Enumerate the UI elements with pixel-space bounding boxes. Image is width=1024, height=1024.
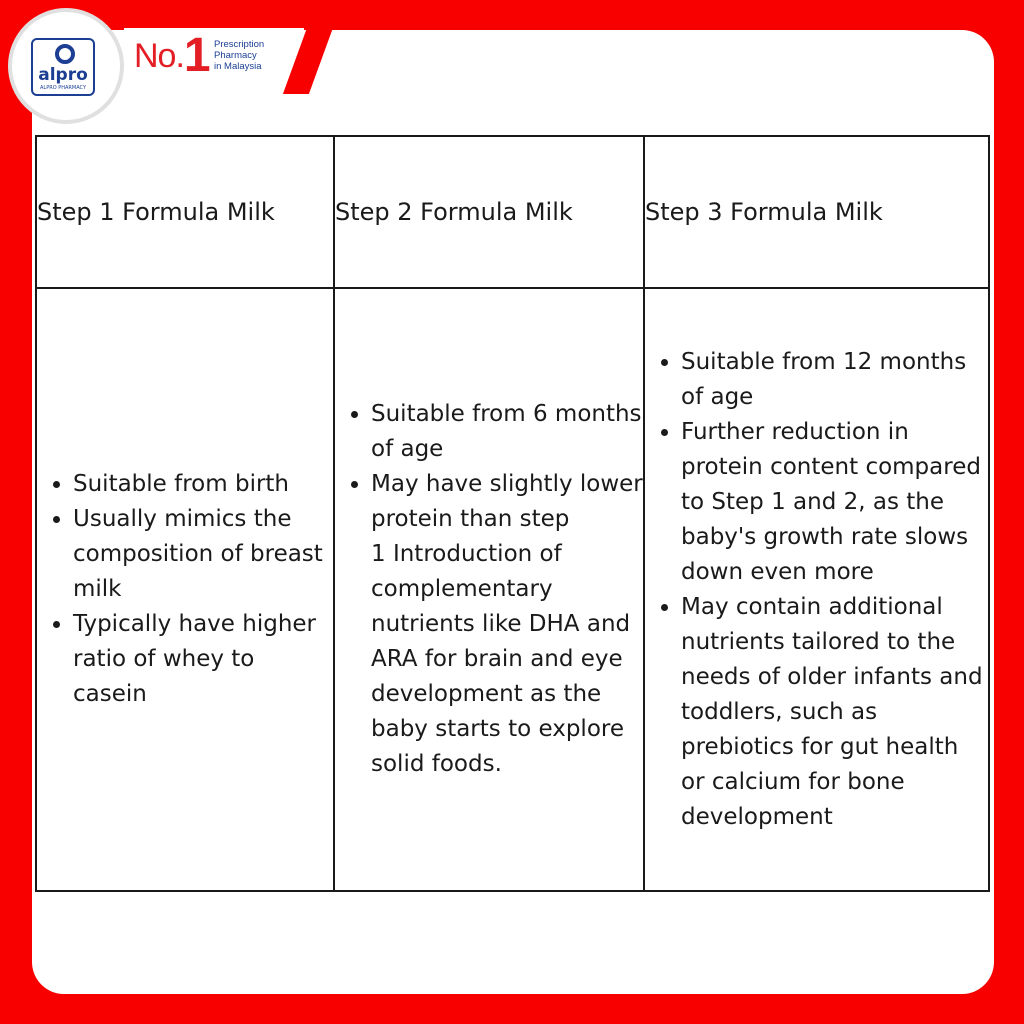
list-item: • Further reduction in protein content compared to Step 1 and 2, as the baby's growth rate slows down even more	[681, 415, 988, 590]
no-number: 1	[183, 29, 210, 82]
logo-subtitle: ALPRO PHARMACY	[40, 85, 86, 91]
step-1-list	[37, 467, 333, 712]
list-item-text: 1 Introduction of complementary nutrients like DHA and ARA for brain and eye development as the baby starts to explore solid foods.	[371, 541, 631, 777]
list-item	[371, 467, 643, 782]
tagline-line: Prescription	[214, 39, 265, 50]
table-body-row	[36, 288, 989, 891]
tagline-line: in Malaysia	[214, 61, 262, 72]
list-item: • Usually mimics the composition of breast milk	[73, 502, 333, 607]
no-text: No.	[134, 37, 184, 75]
step-3-list	[645, 345, 988, 835]
formula-comparison-table	[35, 135, 990, 892]
header-step-3: Step 3 Formula Milk	[644, 136, 989, 288]
logo-wordmark: alpro	[38, 65, 88, 85]
list-item-text: May have slightly lower protein than step	[371, 471, 643, 532]
step-1-cell	[36, 288, 334, 891]
step-2-cell	[334, 288, 644, 891]
step-2-list	[335, 397, 643, 782]
list-item: • May contain additional nutrients tailored to the needs of older infants and toddlers, such as prebiotics for gut health or calcium for bone development	[681, 590, 988, 835]
tagline-line: Pharmacy	[214, 50, 257, 61]
step-3-cell	[644, 288, 989, 891]
header-step-1: Step 1 Formula Milk	[36, 136, 334, 288]
logo-ring-icon	[55, 44, 75, 64]
tagline-text	[214, 39, 300, 72]
alpro-logo	[31, 38, 95, 96]
table-header-row	[36, 136, 989, 288]
list-item: • Suitable from 12 months of age	[681, 345, 988, 415]
header-step-2: Step 2 Formula Milk	[334, 136, 644, 288]
list-item: • Suitable from 6 months of age	[371, 397, 643, 467]
list-item: • Typically have higher ratio of whey to casein	[73, 607, 333, 712]
list-item: • Suitable from birth	[73, 467, 333, 502]
number-one-label	[134, 29, 210, 82]
